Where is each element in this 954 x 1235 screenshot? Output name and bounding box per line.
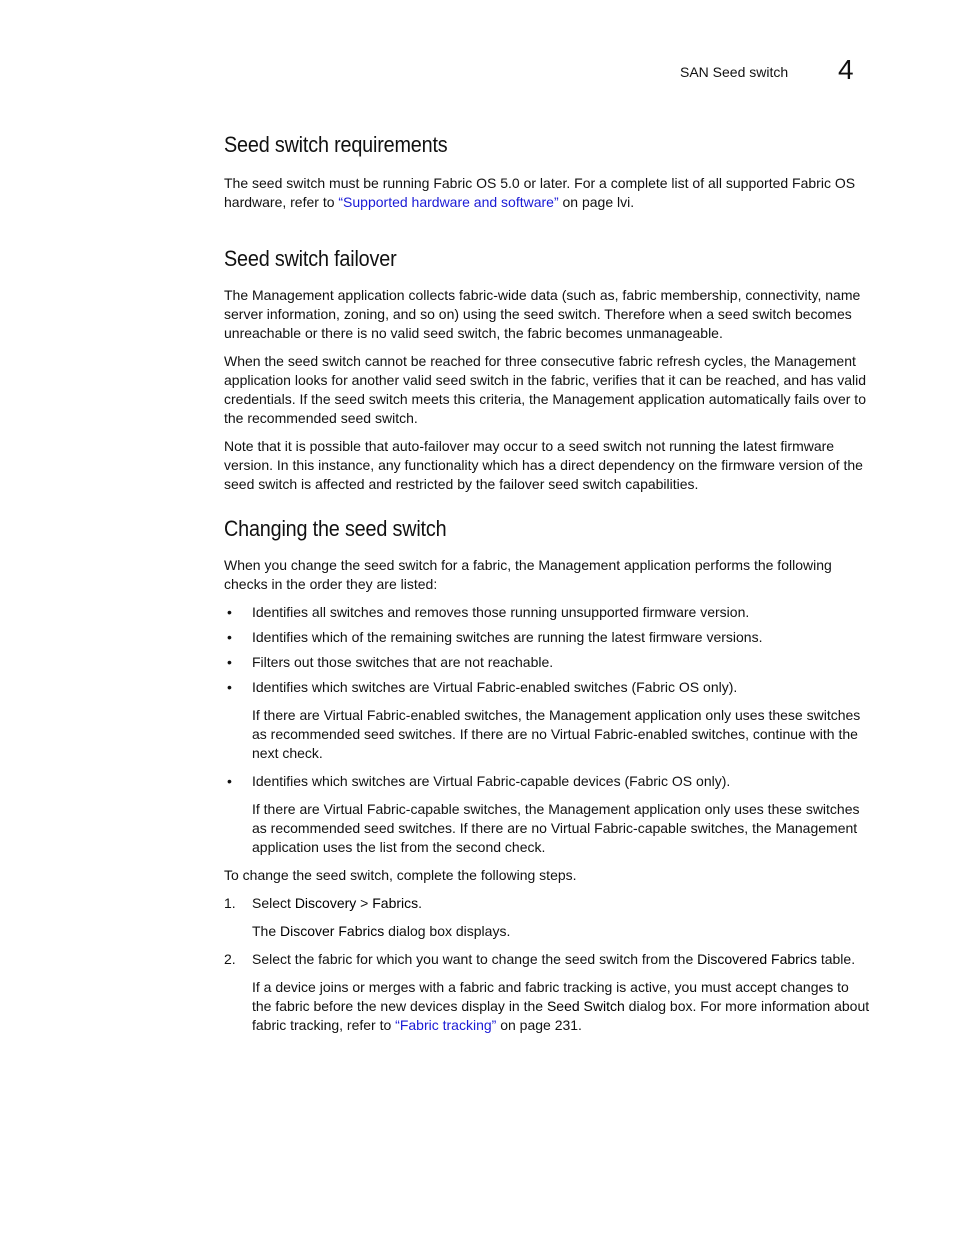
requirements-text-end: on page lvi. [558, 194, 635, 210]
step-text-end: table. [816, 951, 856, 967]
heading-seed-switch-requirements: Seed switch requirements [224, 132, 448, 157]
list-item-text: Identifies all switches and removes those running unsupported firmware version. [252, 604, 750, 620]
step-number: 1. [224, 895, 236, 911]
dialog-name-discover-fabrics: Discover Fabrics [280, 923, 385, 939]
step-2 [224, 950, 870, 969]
bullet-icon: • [227, 773, 232, 789]
requirements-paragraph [224, 174, 870, 212]
bullet-4-note: If there are Virtual Fabric-enabled switches, the Management application only uses these switches as recommended seed switches. If there are no Virtual Fabric-enabled switches, continue with the next check. [252, 707, 861, 761]
note-text-end: dialog box displays. [384, 923, 511, 939]
step-2-note [224, 978, 870, 1035]
list-item [224, 628, 870, 647]
heading-changing-seed-switch: Changing the seed switch [224, 516, 447, 541]
bullet-5-note: If there are Virtual Fabric-capable switches, the Management application only uses these switches as recommended seed switches. If there are no Virtual Fabric-capable switches, the Management application uses the list from the second check. [252, 801, 860, 855]
list-item-text: Filters out those switches that are not reachable. [252, 654, 554, 670]
bullet-icon: • [227, 679, 232, 695]
list-item-text: Identifies which switches are Virtual Fabric-capable devices (Fabric OS only). [252, 773, 731, 789]
bullet-icon: • [227, 654, 232, 670]
note-text-end: on page 231. [496, 1017, 582, 1033]
checks-list-continued [224, 772, 870, 791]
checks-list [224, 603, 870, 697]
step-text: Select the fabric for which you want to change the seed switch from the [252, 951, 698, 967]
step-text: Select [252, 895, 295, 911]
menu-fabrics: Fabrics [372, 895, 419, 911]
note-text-mid: dialog box. For more information about fabric tracking, refer to [252, 998, 870, 1033]
list-item-text: Identifies which switches are Virtual Fabric-enabled switches (Fabric OS only). [252, 679, 738, 695]
list-item [224, 653, 870, 672]
requirements-text: The seed switch must be running Fabric OS 5.0 or later. For a complete list of all supported Fabric OS hardware, refer to [224, 175, 856, 210]
changing-intro: When you change the seed switch for a fabric, the Management application performs the following checks in the order they are listed: [224, 557, 832, 592]
fabric-tracking-link[interactable]: “Fabric tracking” [395, 1017, 497, 1033]
note-text: If a device joins or merges with a fabric and fabric tracking is active, you must accept changes to the fabric before the new devices display in the [252, 979, 849, 1014]
step-number: 2. [224, 951, 236, 967]
failover-paragraph-1: The Management application collects fabric-wide data (such as, fabric membership, connectivity, name server information, zoning, and so on) using the seed switch. Therefore when a seed switch becomes unreachable or there is no valid seed switch, the fabric becomes unmanageable. [224, 287, 861, 341]
menu-separator: > [356, 895, 373, 911]
list-item [224, 603, 870, 622]
heading-seed-switch-failover: Seed switch failover [224, 246, 397, 271]
list-item [224, 678, 870, 697]
failover-paragraph-2: When the seed switch cannot be reached for three consecutive fabric refresh cycles, the Management application looks for another valid seed switch in the fabric, verifies that it can be reached, and has valid credentials. If the seed switch meets this criteria, the Management application automatically fails over to the recommended seed switch. [224, 353, 867, 426]
running-header-title: SAN Seed switch [680, 64, 789, 80]
list-item-text: Identifies which of the remaining switches are running the latest firmware versions. [252, 629, 763, 645]
menu-discovery: Discovery [294, 895, 357, 911]
steps-intro: To change the seed switch, complete the following steps. [224, 867, 577, 883]
step-1 [224, 894, 870, 913]
note-text: The [252, 923, 281, 939]
table-name-discovered-fabrics: Discovered Fabrics [697, 951, 817, 967]
list-item [224, 772, 870, 791]
step-1-note [224, 922, 870, 941]
steps-list [224, 894, 870, 913]
failover-paragraph-3: Note that it is possible that auto-failover may occur to a seed switch not running the latest firmware version. In this instance, any functionality which has a direct dependency on the firmware version of the seed switch is affected and restricted by the failover seed switch capabilities. [224, 438, 863, 492]
steps-list-continued [224, 950, 870, 969]
supported-hardware-link[interactable]: “Supported hardware and software” [338, 194, 559, 210]
step-text-end: . [418, 895, 423, 911]
page-content [224, 132, 870, 1035]
bullet-icon: • [227, 629, 232, 645]
bullet-icon: • [227, 604, 232, 620]
dialog-name-seed-switch: Seed Switch [546, 998, 625, 1014]
chapter-number: 4 [838, 54, 854, 85]
